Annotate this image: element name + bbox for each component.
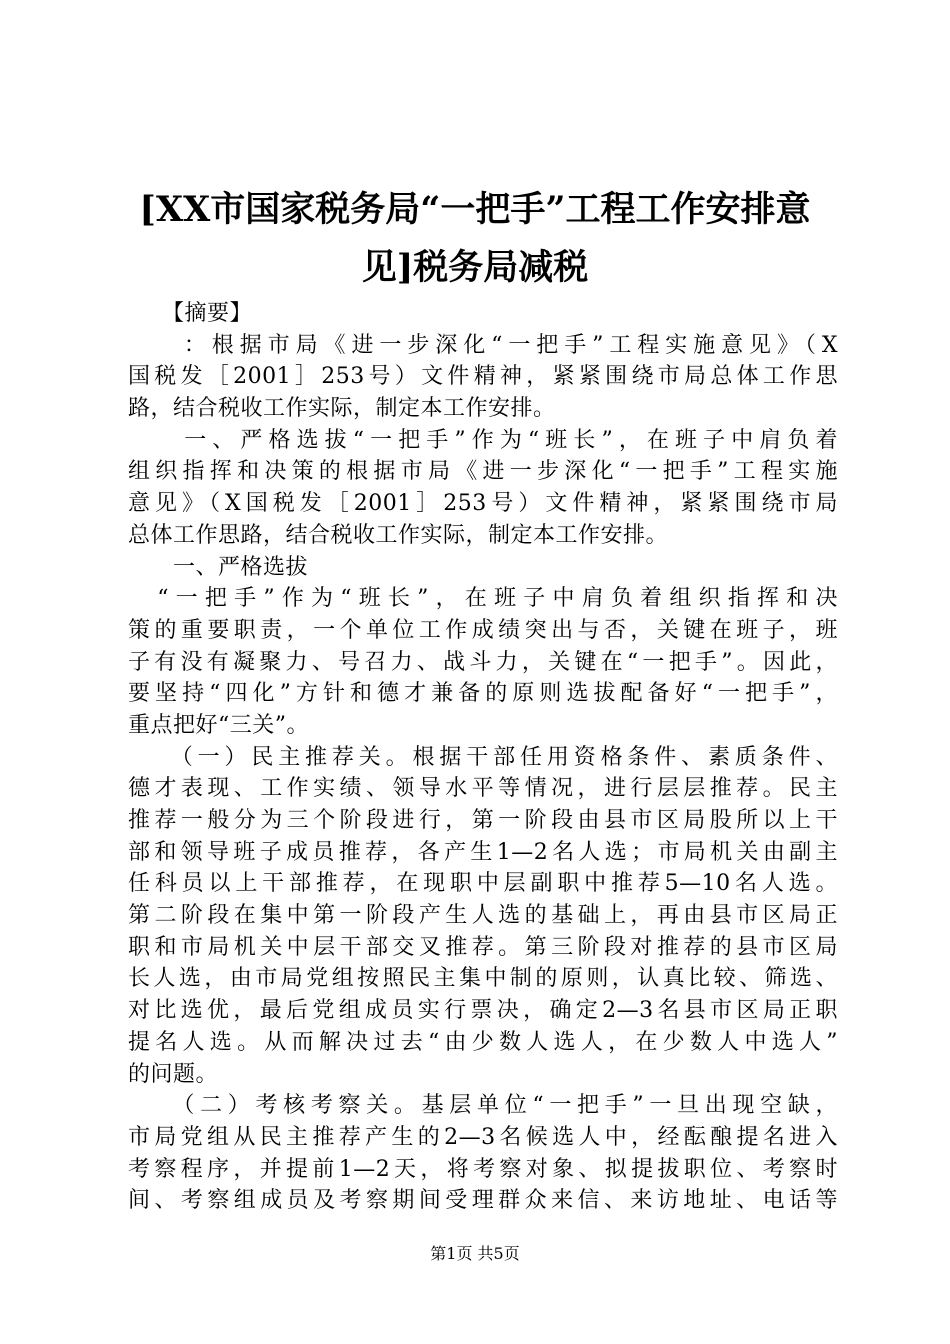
document-body — [128, 298, 838, 1217]
text-line: 一、严格选拔 — [128, 554, 309, 580]
text-line: 第二阶段在集中第一阶段产生人选的基础上，再由县市区局正 — [128, 903, 838, 929]
text-line: 路，结合税收工作实际，制定本工作安排。 — [128, 396, 556, 422]
text-line: 市局党组从民主推荐产生的2—3名候选人中，经酝酿提名进入 — [128, 1124, 838, 1150]
text-line: 对比选优，最后党组成员实行票决，确定2—3名县市区局正职 — [128, 998, 838, 1024]
text-line: 部和领导班子成员推荐，各产生1—2名人选；市局机关由副主 — [128, 839, 838, 865]
text-line: 要坚持“四化”方针和德才兼备的原则选拔配备好“一把手”， — [128, 681, 838, 707]
text-line: 重点把好“三关”。 — [128, 712, 309, 738]
text-line: 一、严格选拔“一把手”作为“班长”，在班子中肩负着 — [128, 427, 838, 453]
text-line: 职和市局机关中层干部交叉推荐。第三阶段对推荐的县市区局 — [128, 934, 838, 960]
text-line: 国税发［2001］253号）文件精神，紧紧围绕市局总体工作思 — [128, 364, 838, 390]
text-line: （二）考核考察关。基层单位“一把手”一旦出现空缺， — [128, 1093, 838, 1119]
text-line: ：根据市局《进一步深化“一把手”工程实施意见》（X — [128, 332, 838, 358]
text-line: 间、考察组成员及考察期间受理群众来信、来访地址、电话等 — [128, 1188, 838, 1214]
text-line: 子有没有凝聚力、号召力、战斗力，关键在“一把手”。因此， — [128, 649, 838, 675]
text-line: 考察程序，并提前1—2天，将考察对象、拟提拔职位、考察时 — [128, 1156, 838, 1182]
document-title-line-2: 见]税务局减税 — [361, 247, 589, 288]
text-line: 组织指挥和决策的根据市局《进一步深化“一把手”工程实施 — [128, 459, 838, 485]
text-line: 【摘要】 — [128, 301, 253, 326]
text-line: 意见》（X国税发［2001］253号）文件精神，紧紧围绕市局 — [128, 491, 838, 517]
text-line: 总体工作思路，结合税收工作实际，制定本工作安排。 — [128, 522, 669, 548]
text-line: 策的重要职责，一个单位工作成绩突出与否，关键在班子，班 — [128, 617, 838, 643]
text-line: 提名人选。从而解决过去“由少数人选人，在少数人中选人” — [128, 1029, 838, 1055]
text-line: “一把手”作为“班长”，在班子中肩负着组织指挥和决 — [128, 586, 838, 612]
text-line: 任科员以上干部推荐，在现职中层副职中推荐5—10名人选。 — [128, 871, 838, 897]
text-line: 长人选，由市局党组按照民主集中制的原则，认真比较、筛选、 — [128, 966, 838, 992]
page-footer: 第1页 共5页 — [430, 1244, 520, 1263]
text-line: 推荐一般分为三个阶段进行，第一阶段由县市区局股所以上干 — [128, 808, 838, 833]
text-line: 德才表现、工作实绩、领导水平等情况，进行层层推荐。民主 — [128, 776, 838, 802]
text-line: 的问题。 — [128, 1061, 219, 1087]
document-title-line-1: [XX市国家税务局“一把手”工程工作安排意 — [139, 189, 811, 230]
text-line: （一）民主推荐关。根据干部任用资格条件、素质条件、 — [128, 744, 838, 770]
